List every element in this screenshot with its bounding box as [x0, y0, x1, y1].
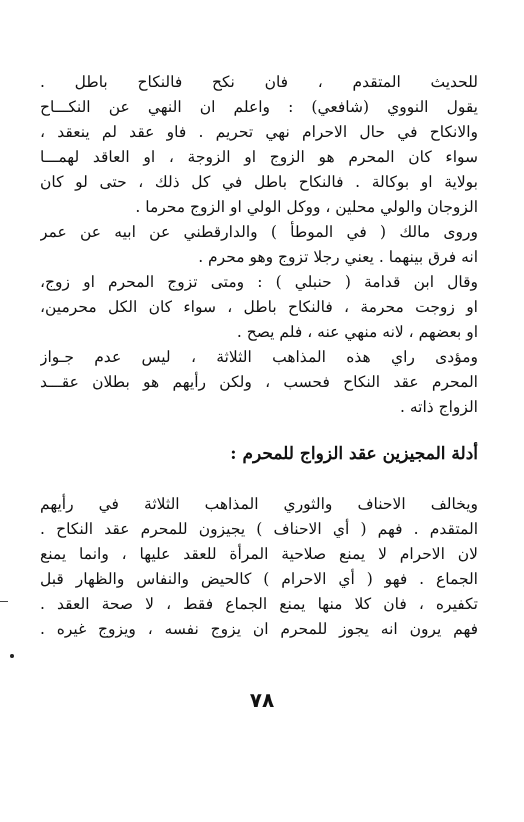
text-line: المحرم عقد النكاح فحسب ، ولكن رأيهم هو بطلان عقـــد: [40, 373, 478, 391]
text-line: تكفيره ، فان كلا منها يمنع الجماع فقط ، لا صحة العقد .: [40, 595, 478, 613]
page-body: [40, 70, 478, 642]
text-line: لان الاحرام لا يمنع صلاحية المرأة للعقد عليها ، وانما يمنع: [40, 545, 478, 563]
text-line: المتقدم . فهم ( أي الاحناف ) يجيزون للمحرم عقد النكاح .: [40, 520, 478, 538]
margin-mark: [0, 601, 8, 602]
text-line: سواء كان المحرم هو الزوج او الزوجة ، او العاقد لهمـــا: [40, 148, 478, 166]
page-number: ٧٨: [249, 688, 275, 712]
section-heading: أدلة المجيزين عقد الزواج للمحرم :: [230, 444, 478, 464]
text-line: ومؤدى راي هذه المذاهب الثلاثة ، ليس عدم جـواز: [40, 348, 478, 366]
text-line: يقول النووي (شافعي) : واعلم ان النهي عن النكـــاح: [40, 98, 478, 116]
text-line: وروى مالك ( في الموطأ ) والدارقطني عن ابيه عن عمر: [40, 223, 478, 241]
text-line: للحديث المتقدم ، فان نكح فالنكاح باطل .: [40, 73, 478, 91]
text-line: ويخالف الاحناف والثوري المذاهب الثلاثة في رأيهم: [40, 495, 478, 513]
text-line: او زوجت محرمة ، فالنكاح باطل ، سواء كان الكل محرمين،: [40, 298, 478, 316]
text-line: وقال ابن قدامة ( حنبلي ) : ومتى تزوج المحرم او زوج،: [40, 273, 478, 291]
margin-dot: [10, 654, 14, 658]
text-line: انه فرق بينهما . يعني رجلا تزوج وهو محرم .: [198, 248, 478, 266]
text-line: بولاية او بوكالة . فالنكاح باطل في كل ذلك ، حتى لو كان: [40, 173, 478, 191]
text-line: فهم يرون انه يجوز للمحرم ان يزوج نفسه ، ويزوج غيره .: [40, 620, 478, 638]
text-line: او بعضهم ، لانه منهي عنه ، فلم يصح .: [236, 323, 478, 341]
text-line: والانكاح في حال الاحرام نهي تحريم . فاو عقد لم ينعقد ،: [40, 123, 478, 141]
text-line: الجماع . فهو ( أي الاحرام ) كالحيض والنفاس والظهار قبل: [40, 570, 478, 588]
text-line: الزوجان والولي محلين ، ووكل الولي او الزوج محرما .: [135, 198, 478, 216]
text-line: الزواج ذاته .: [400, 398, 478, 416]
